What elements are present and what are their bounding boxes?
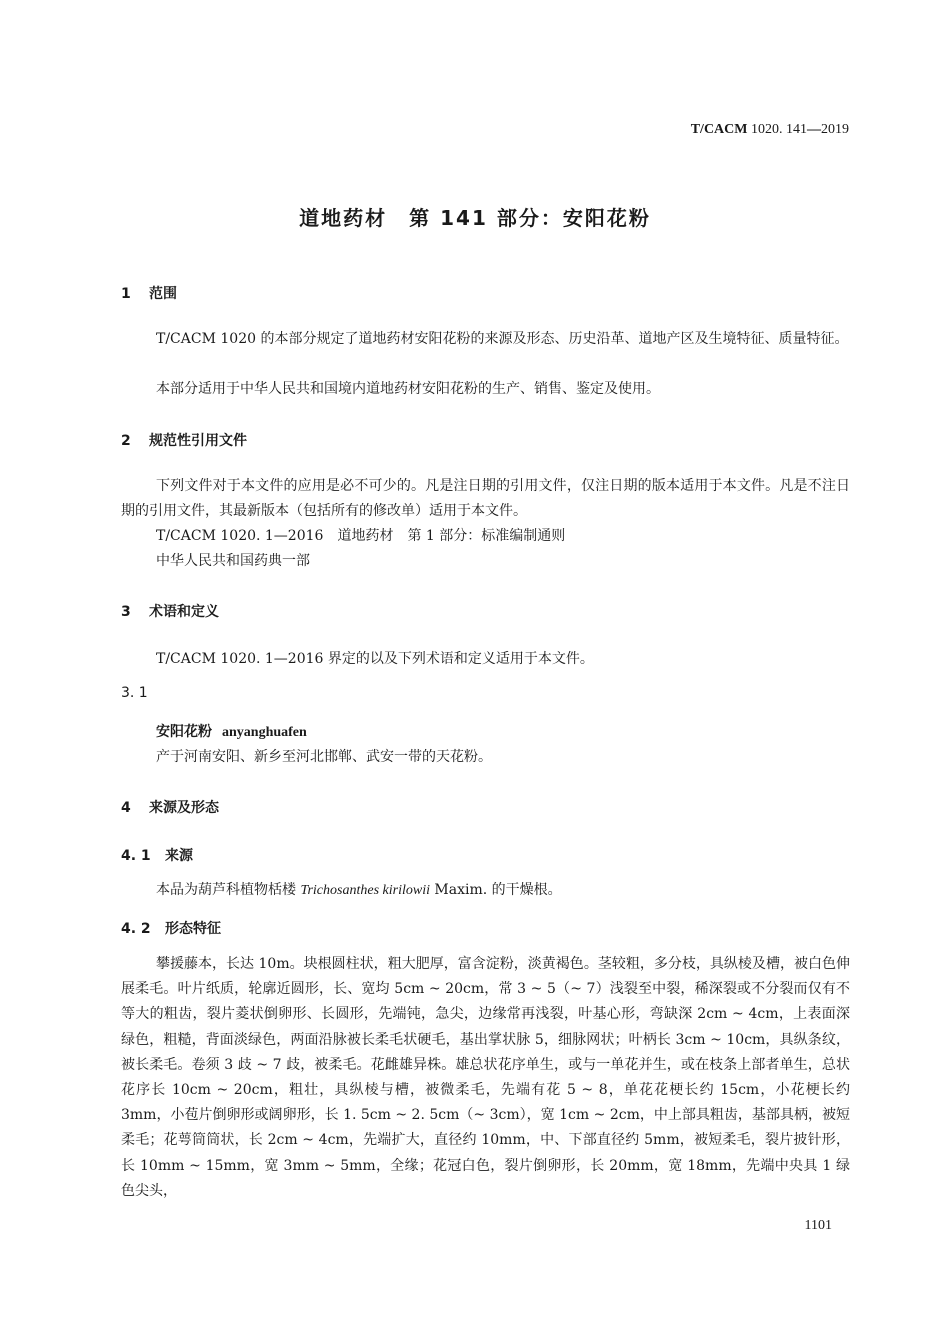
latin-species-name: Trichosanthes kirilowii — [300, 883, 430, 898]
section-1-paragraph-2: 本部分适用于中华人民共和国境内道地药材安阳花粉的生产、销售、鉴定及使用。 — [156, 381, 660, 397]
document-title: 道地药材 第 141 部分：安阳花粉 — [299, 206, 651, 230]
standard-code — [691, 122, 849, 138]
standard-dash: — — [807, 122, 821, 137]
term-entry — [156, 720, 307, 745]
subsection-4-1-heading — [121, 845, 193, 865]
section-number: 2 — [121, 433, 131, 449]
subsection-3-1-number: 3. 1 — [121, 685, 148, 701]
normative-reference-1: T/CACM 1020. 1—2016 道地药材 第 1 部分：标准编制通则 — [156, 528, 566, 544]
source-text-b: Maxim. 的干燥根。 — [429, 882, 562, 898]
section-2-heading — [121, 430, 247, 450]
section-3-paragraph-1: T/CACM 1020. 1—2016 界定的以及下列术语和定义适用于本文件。 — [156, 651, 594, 667]
source-text-a: 本品为葫芦科植物栝楼 — [156, 882, 301, 898]
term-english: anyanghuafen — [222, 725, 307, 740]
section-title: 来源及形态 — [149, 800, 219, 816]
section-2-paragraph-1: 下列文件对于本文件的应用是必不可少的。凡是注日期的引用文件，仅注日期的版本适用于本文件。凡是不注日期的引用文件，其最新版本（包括所有的修改单）适用于本文件。 — [121, 478, 850, 519]
standard-year: 2019 — [821, 122, 849, 137]
subsection-title: 形态特征 — [165, 921, 221, 937]
section-title: 术语和定义 — [149, 604, 219, 620]
morphology-paragraph: 攀援藤本，长达 10m。块根圆柱状，粗大肥厚，富含淀粉，淡黄褐色。茎较粗，多分枝，具纵棱及槽，被白色伸展柔毛。叶片纸质，轮廓近圆形，长、宽均 5cm ~ 20cm，常 3 ~ 5（~ 7）浅裂至中裂，稀深裂或不分裂而仅有不等大的粗齿，裂片菱状倒卵形、长圆形，先端钝，急尖，边缘常再浅裂，叶基心形，弯缺深 2cm ~ 4cm，上表面深绿色，粗糙，背面淡绿色，两面沿脉被长柔毛状硬毛，基出掌状脉 5，细脉网状；叶柄长 3cm ~ 10cm，具纵条纹，被长柔毛。卷须 3 歧 ~ 7 歧，被柔毛。花雌雄异株。雄总状花序单生，或与一单花并生，或在枝条上部者单生，总状花序长 10cm ~ 20cm，粗壮，具纵棱与槽，被微柔毛，先端有花 5 ~ 8，单花花梗长约 15cm，小花梗长约 3mm，小苞片倒卵形或阔卵形，长 1. 5cm ~ 2. 5cm（~ 3cm），宽 1cm ~ 2cm，中上部具粗齿，基部具柄，被短柔毛；花萼筒筒状，长 2cm ~ 4cm，先端扩大，直径约 10mm，中、下部直径约 5mm，被短柔毛，裂片披针形，长 10mm ~ 15mm，宽 3mm ~ 5mm，全缘；花冠白色，裂片倒卵形，长 20mm，宽 18mm，先端中央具 1 绿色尖头， — [121, 956, 850, 1199]
subsection-number: 4. 2 — [121, 921, 151, 937]
standard-prefix: T/CACM — [690, 122, 748, 137]
subsection-title: 来源 — [165, 848, 193, 864]
section-4-heading — [121, 797, 219, 817]
section-number: 4 — [121, 800, 131, 816]
section-number: 1 — [121, 286, 131, 302]
page-number: 1101 — [804, 1218, 832, 1233]
term-chinese: 安阳花粉 — [156, 724, 212, 740]
section-1-paragraph-1: T/CACM 1020 的本部分规定了道地药材安阳花粉的来源及形态、历史沿革、道地产区及生境特征、质量特征。 — [156, 331, 849, 347]
source-statement — [156, 878, 562, 903]
section-number: 3 — [121, 604, 131, 620]
term-definition: 产于河南安阳、新乡至河北邯郸、武安一带的天花粉。 — [156, 749, 492, 765]
section-1-heading — [121, 283, 177, 303]
section-3-heading — [121, 601, 219, 621]
section-title: 范围 — [149, 286, 177, 302]
section-title: 规范性引用文件 — [149, 433, 247, 449]
subsection-number: 4. 1 — [121, 848, 151, 864]
subsection-4-2-heading — [121, 918, 221, 938]
normative-reference-2: 中华人民共和国药典一部 — [156, 553, 310, 569]
standard-number: 1020. 141 — [747, 122, 807, 137]
